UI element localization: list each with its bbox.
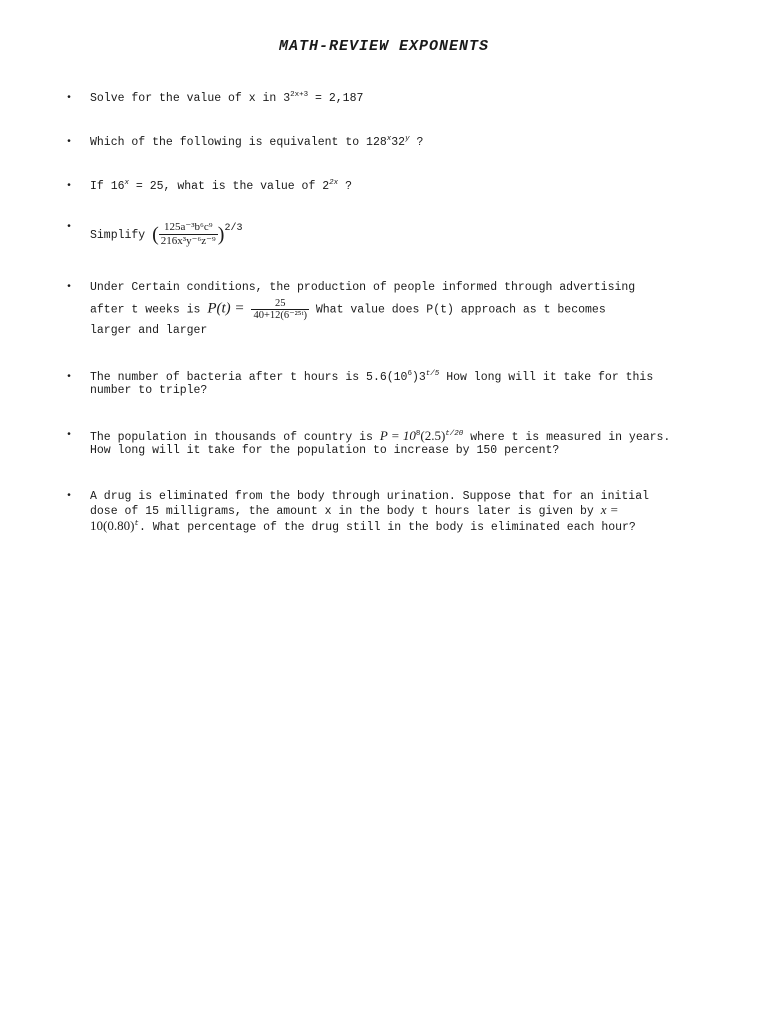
question-text: Under Certain conditions, the production of people informed through advertising [90,280,636,294]
fraction-numerator: 25 [251,298,309,310]
bullet-icon: • [66,281,73,293]
question-text: = 25, what is the value of 2 [129,180,330,193]
list-item [64,429,744,458]
formula: (2.5) [420,427,446,443]
page-title: MATH-REVIEW EXPONENTS [278,38,490,55]
bullet-icon: • [66,429,73,441]
question-text: after t weeks is [90,303,208,317]
question-text: Simplify [90,228,153,242]
question-text: larger and larger [90,323,208,337]
exponent: 2x [329,179,339,187]
question-text: . What percentage of the drug still in the body is eliminated each hour? [138,520,636,534]
list-item [64,490,744,535]
question-text: How long will it take for the population to increase by 150 percent? [90,444,560,457]
exponent: y [405,134,410,143]
question-list [64,92,744,534]
question-text: ? [409,135,424,149]
question-text: = 2,187 [308,92,364,105]
exponent: t/20 [445,429,464,438]
open-paren-icon: ( [152,222,159,245]
question-text: What value does P(t) approach as t becomes [308,303,606,317]
question-text: dose of 15 milligrams, the amount x in the body t hours later is given by [90,505,601,518]
formula: 10(0.80) [90,517,135,533]
question-text: A drug is eliminated from the body through urination. Suppose that for an initial [90,489,649,503]
fraction-denominator: 40+12(6⁻²⁵ᵗ) [253,309,307,321]
exponent: x [386,134,392,143]
fraction [159,221,218,249]
bullet-icon: • [66,490,73,502]
question-text: )3 [411,370,426,384]
question-text: number to triple? [90,384,208,397]
list-item [64,371,744,398]
formula: x = [600,502,619,517]
bullet-icon: • [66,221,73,233]
bullet-icon: • [66,136,73,148]
exponent: 2x+3 [290,91,309,99]
exponent: x [124,179,130,187]
list-item [64,180,744,194]
bullet-icon: • [66,371,73,383]
question-text: The population in thousands of country is [90,430,380,444]
list-item [64,136,744,150]
question-text: How long will it take for this [439,370,654,384]
formula: P(t) = [207,300,245,317]
exponent: 2/3 [224,222,243,234]
fraction [251,298,309,321]
list-item [64,92,744,106]
exponent: 8 [415,429,421,438]
exponent: 6 [407,369,412,378]
question-text: where t is measured in years. [463,430,671,444]
bullet-icon: • [66,93,73,104]
question-text: ? [338,180,352,193]
question-text: Solve for the value of x in 3 [90,92,291,105]
formula: P = 10 [379,427,416,443]
fraction-denominator: 216x³y⁻⁶z⁻⁹ [160,235,216,247]
close-paren-icon: ) [217,222,225,245]
bullet-icon: • [66,181,73,192]
question-text: Which of the following is equivalent to 128 [90,135,387,149]
list-item [64,221,744,249]
fraction-numerator: 125a⁻³b⁶c⁹ [159,221,218,236]
exponent: t [134,519,139,528]
exponent: t/5 [425,369,440,378]
question-text: 32 [391,135,406,149]
list-item [64,278,744,341]
question-text: The number of bacteria after t hours is 5.6(10 [90,370,408,384]
question-text: If 16 [90,180,125,193]
